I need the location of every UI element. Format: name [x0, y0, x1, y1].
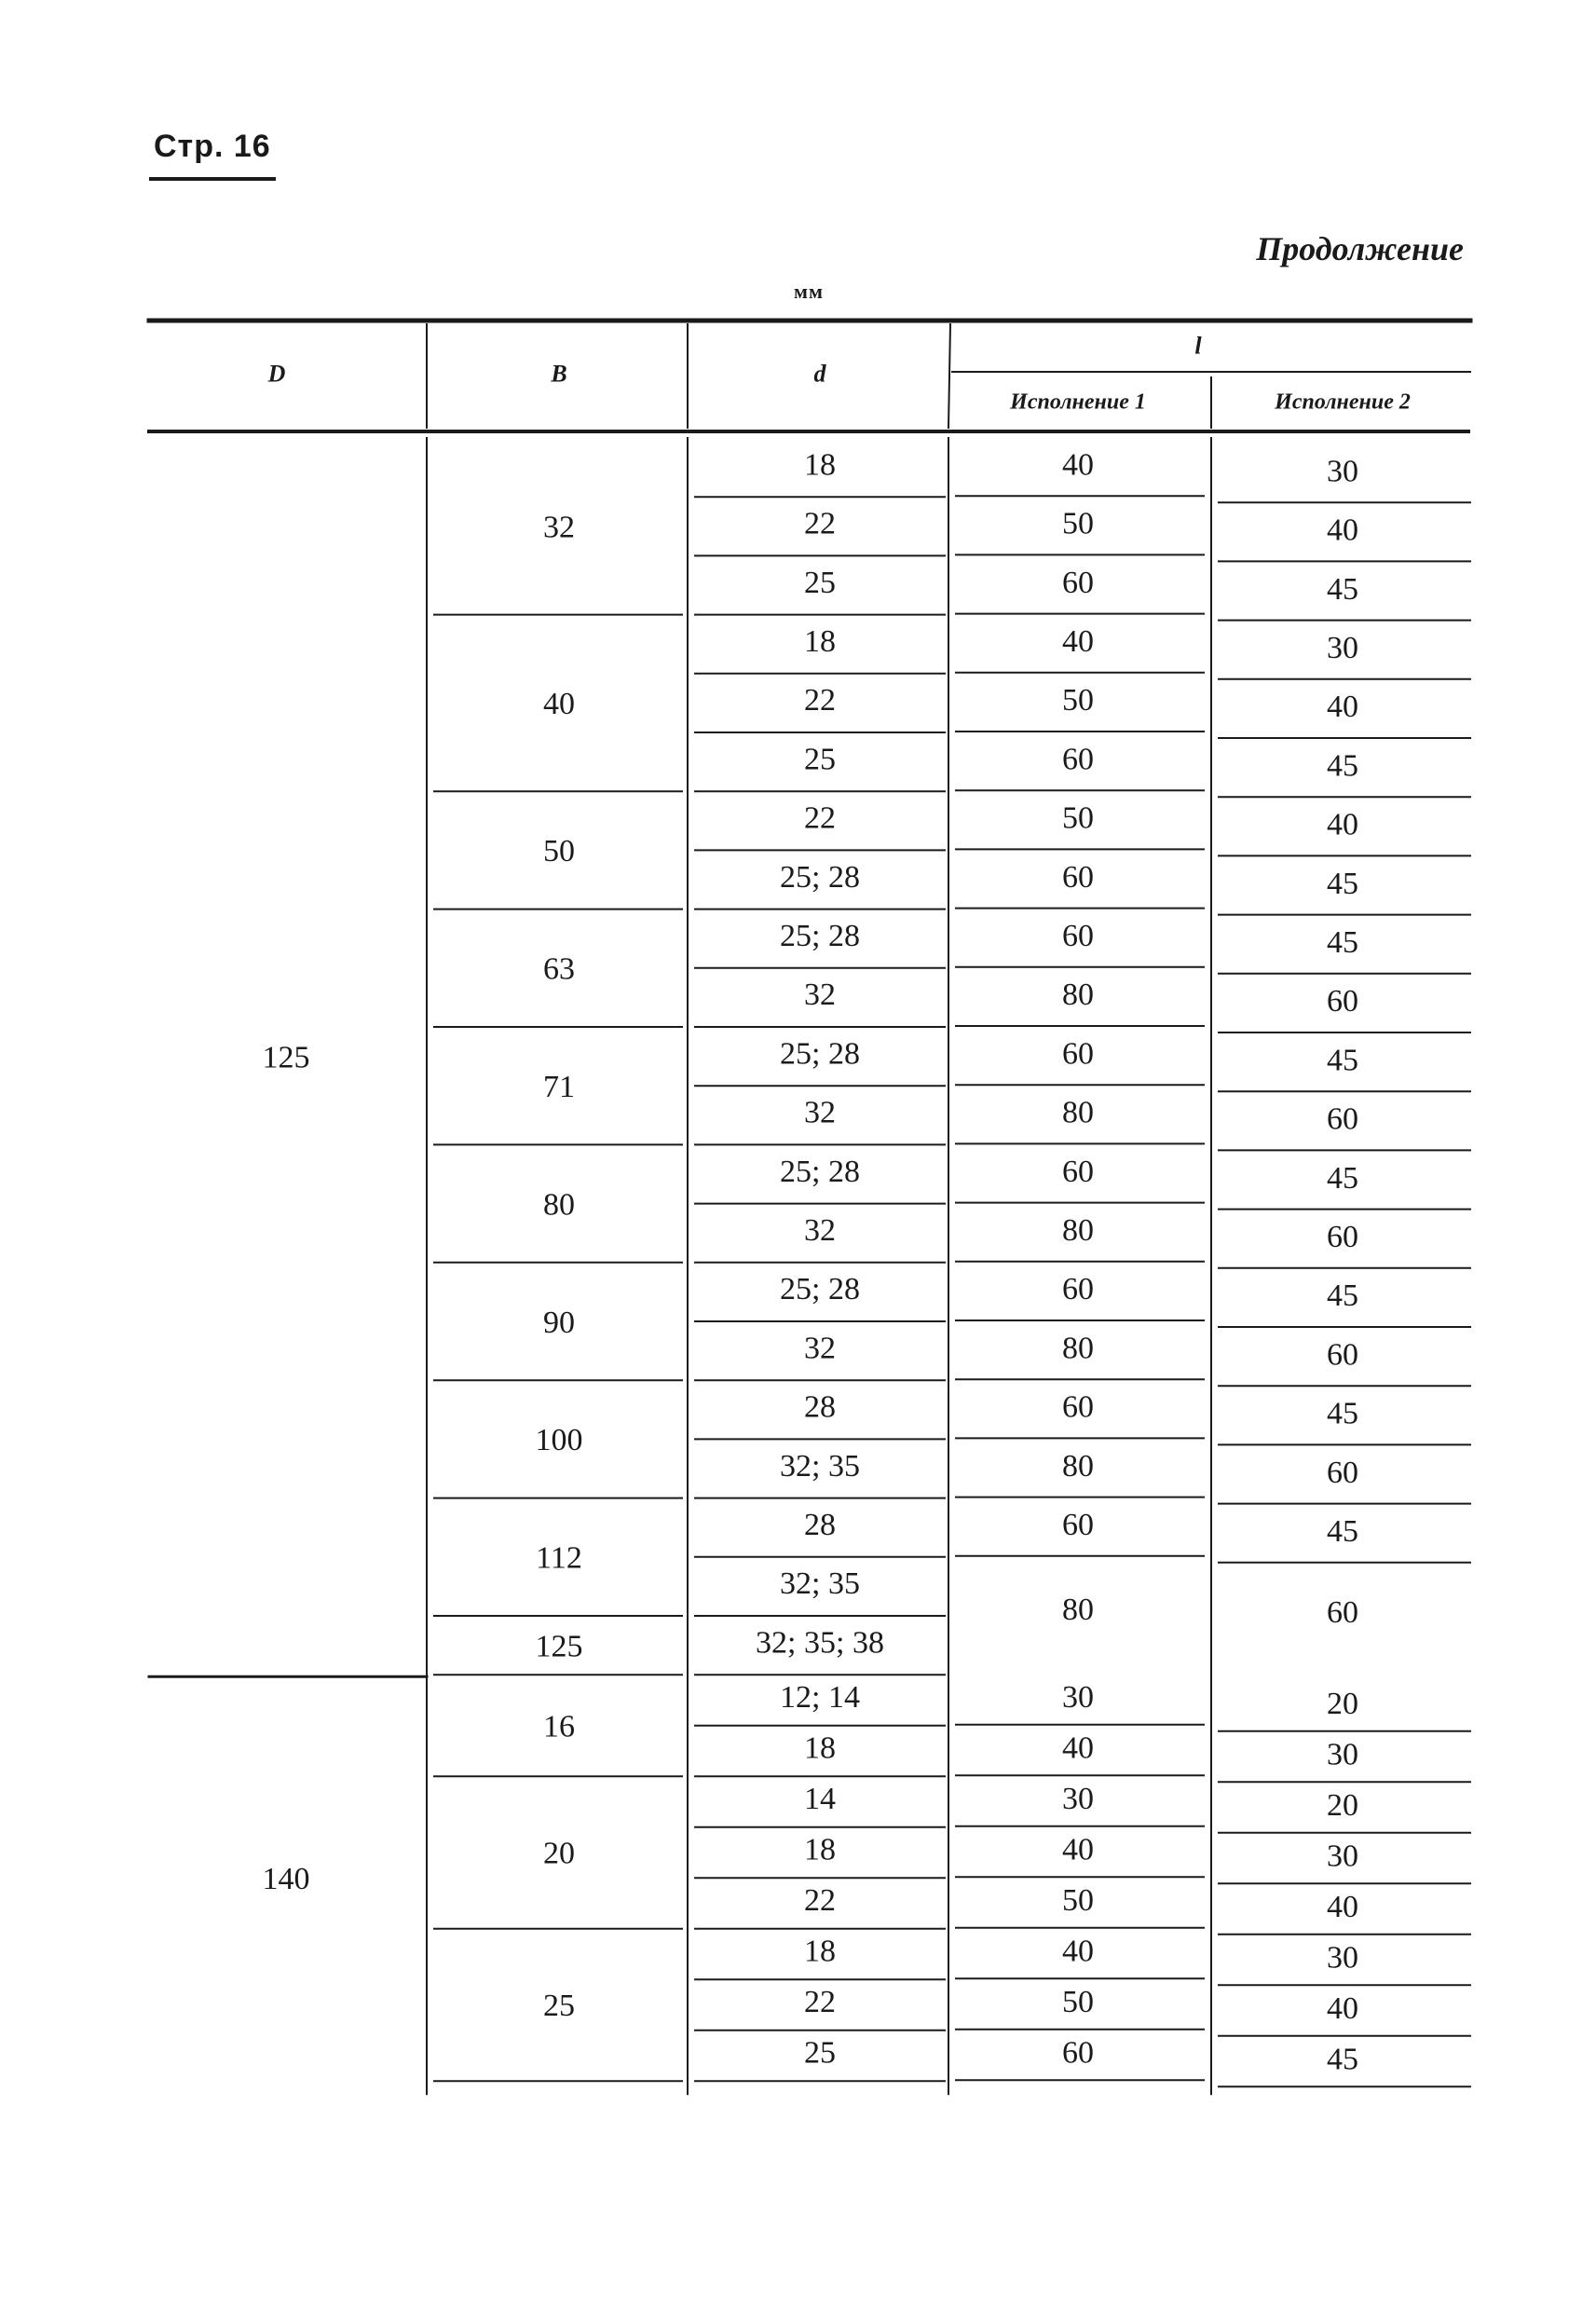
cell-d: 18 — [804, 623, 836, 659]
header-column-rule — [948, 324, 950, 428]
cell-l-variant-2: 40 — [1327, 513, 1358, 548]
cell-d: 22 — [804, 800, 836, 836]
cell-l-variant-1: 60 — [1062, 565, 1094, 600]
cell-l-variant-2: 40 — [1327, 807, 1358, 842]
cell-l-variant-1: 50 — [1062, 683, 1094, 718]
cell-l-variant-1: 80 — [1062, 1212, 1094, 1248]
cell-B: 40 — [543, 687, 575, 722]
cell-l-variant-2-merged: 60 — [1327, 1594, 1358, 1630]
cell-l-variant-2: 45 — [1327, 866, 1358, 901]
cell-l-variant-1: 60 — [1062, 1507, 1094, 1542]
cell-l-variant-2: 30 — [1327, 1737, 1358, 1772]
cell-l-variant-1: 60 — [1062, 1389, 1094, 1425]
cell-d: 22 — [804, 1883, 836, 1919]
unit-label: мм — [794, 280, 824, 303]
cell-l-variant-2: 60 — [1327, 984, 1358, 1019]
cell-B: 100 — [535, 1423, 583, 1458]
cell-l-variant-2: 30 — [1327, 1940, 1358, 1976]
cell-d: 25; 28 — [780, 1036, 860, 1072]
cell-l-variant-1: 50 — [1062, 1883, 1094, 1919]
cell-l-variant-1: 30 — [1062, 1680, 1094, 1716]
cell-d: 18 — [804, 447, 836, 483]
cell-d: 32; 35 — [780, 1566, 860, 1602]
cell-l-variant-1: 60 — [1062, 742, 1094, 777]
cell-l-variant-1: 40 — [1062, 1832, 1094, 1867]
cell-d: 18 — [804, 1832, 836, 1867]
cell-l-variant-1: 80 — [1062, 1095, 1094, 1130]
cell-B: 25 — [543, 1989, 575, 2024]
cell-d: 28 — [804, 1389, 836, 1425]
cell-l-variant-2: 60 — [1327, 1455, 1358, 1490]
cell-d: 32; 35 — [780, 1448, 860, 1484]
cell-d: 22 — [804, 683, 836, 718]
cell-l-variant-2: 30 — [1327, 630, 1358, 665]
cell-B: 16 — [543, 1709, 575, 1744]
cell-d: 25; 28 — [780, 1154, 860, 1189]
cell-d: 32 — [804, 1095, 836, 1130]
cell-l-variant-1: 40 — [1062, 1730, 1094, 1766]
cell-l-variant-2: 45 — [1327, 2042, 1358, 2077]
cell-l-variant-1: 30 — [1062, 1782, 1094, 1817]
cell-l-variant-2: 40 — [1327, 690, 1358, 725]
cell-l-variant-1: 80 — [1062, 1331, 1094, 1366]
cell-d: 28 — [804, 1507, 836, 1542]
column-header-B: B — [551, 360, 567, 388]
cell-B: 112 — [536, 1540, 582, 1576]
cell-d: 32 — [804, 1212, 836, 1248]
cell-d: 18 — [804, 1934, 836, 1969]
cell-l-variant-1: 60 — [1062, 918, 1094, 953]
cell-l-variant-1: 80 — [1062, 1448, 1094, 1484]
cell-d: 25 — [804, 565, 836, 600]
column-header-variant-1: Исполнение 1 — [1010, 390, 1146, 415]
cell-l-variant-2: 45 — [1327, 571, 1358, 607]
cell-l-variant-2: 20 — [1327, 1687, 1358, 1722]
cell-B: 20 — [543, 1836, 575, 1871]
cell-l-variant-1: 60 — [1062, 859, 1094, 895]
cell-d: 32 — [804, 978, 836, 1013]
cell-l-variant-2: 60 — [1327, 1337, 1358, 1373]
cell-l-variant-2: 45 — [1327, 1043, 1358, 1078]
column-header-variant-2: Исполнение 2 — [1275, 390, 1411, 415]
cell-l-variant-1: 50 — [1062, 800, 1094, 836]
cell-D: 140 — [262, 1861, 310, 1896]
cell-l-variant-2: 30 — [1327, 1839, 1358, 1874]
cell-l-variant-2: 20 — [1327, 1788, 1358, 1824]
column-header-d: d — [813, 360, 826, 388]
cell-l-variant-1: 60 — [1062, 1154, 1094, 1189]
cell-l-variant-2: 45 — [1327, 1160, 1358, 1196]
cell-D: 125 — [262, 1040, 310, 1075]
cell-B: 50 — [543, 834, 575, 869]
cell-l-variant-1: 80 — [1062, 978, 1094, 1013]
cell-l-variant-2: 40 — [1327, 1890, 1358, 1925]
cell-l-variant-1-merged: 80 — [1062, 1592, 1094, 1627]
cell-l-variant-1: 50 — [1062, 506, 1094, 541]
cell-l-variant-2: 60 — [1327, 1101, 1358, 1137]
continuation-label: Продолжение — [1256, 230, 1464, 267]
cell-B: 63 — [543, 951, 575, 987]
cell-l-variant-2: 60 — [1327, 1219, 1358, 1254]
cell-l-variant-1: 60 — [1062, 1272, 1094, 1307]
cell-d: 25; 28 — [780, 859, 860, 895]
cell-l-variant-2: 45 — [1327, 748, 1358, 784]
cell-d: 25; 28 — [780, 1272, 860, 1307]
cell-B: 80 — [543, 1187, 575, 1223]
cell-l-variant-1: 50 — [1062, 1985, 1094, 2020]
cell-B: 125 — [535, 1629, 583, 1664]
cell-d: 18 — [804, 1730, 836, 1766]
cell-l-variant-1: 40 — [1062, 447, 1094, 483]
cell-l-variant-2: 45 — [1327, 1279, 1358, 1314]
cell-d: 32 — [804, 1331, 836, 1366]
cell-l-variant-1: 40 — [1062, 623, 1094, 659]
page-number: Стр. 16 — [154, 129, 271, 164]
cell-d: 12; 14 — [780, 1680, 860, 1716]
cell-B: 90 — [543, 1305, 575, 1340]
cell-d: 14 — [804, 1782, 836, 1817]
cell-l-variant-1: 40 — [1062, 1934, 1094, 1969]
column-header-l: l — [1194, 332, 1202, 360]
cell-l-variant-2: 30 — [1327, 454, 1358, 489]
cell-l-variant-2: 45 — [1327, 924, 1358, 960]
cell-l-variant-2: 40 — [1327, 1991, 1358, 2027]
cell-B: 71 — [543, 1069, 575, 1104]
cell-d: 25 — [804, 742, 836, 777]
cell-l-variant-2: 45 — [1327, 1396, 1358, 1431]
column-header-D: D — [267, 360, 286, 388]
cell-l-variant-2: 45 — [1327, 1513, 1358, 1549]
cell-d: 32; 35; 38 — [756, 1625, 884, 1661]
cell-d: 22 — [804, 1985, 836, 2020]
cell-l-variant-1: 60 — [1062, 1036, 1094, 1072]
cell-B: 32 — [543, 510, 575, 545]
cell-l-variant-1: 60 — [1062, 2035, 1094, 2071]
cell-d: 25; 28 — [780, 918, 860, 953]
cell-d: 25 — [804, 2035, 836, 2071]
cell-d: 22 — [804, 506, 836, 541]
